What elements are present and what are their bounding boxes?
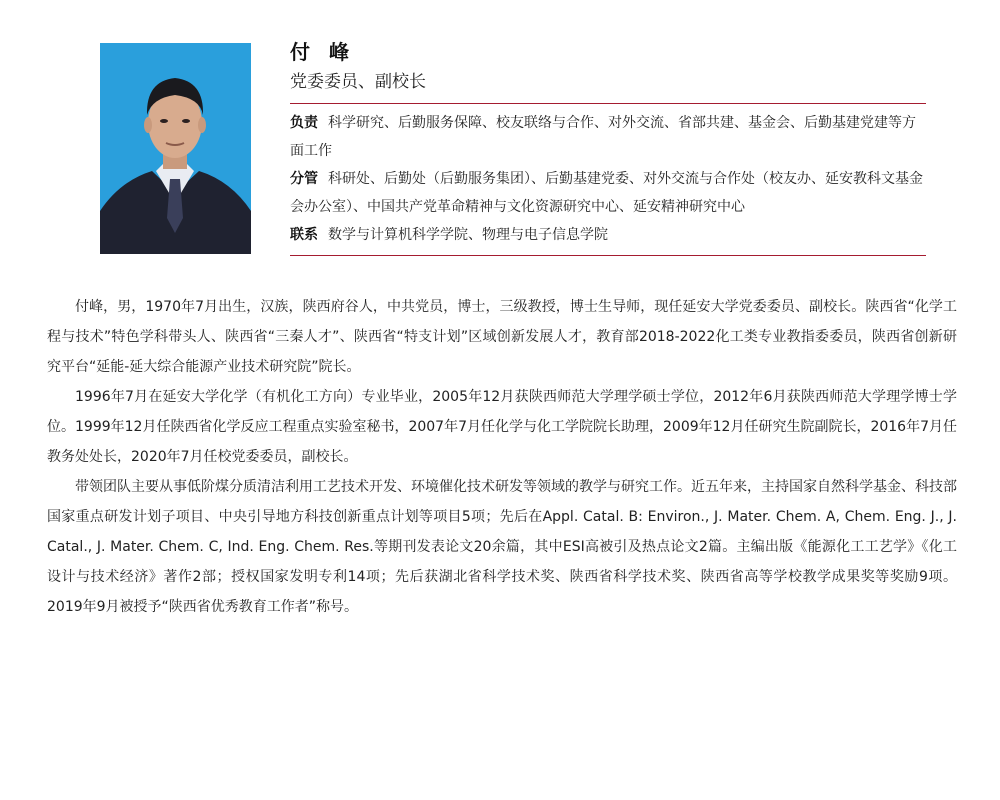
portrait-photo: [100, 43, 251, 254]
duty-label: 联系: [290, 227, 318, 243]
duty-text: 数学与计算机科学学院、物理与电子信息学院: [328, 227, 608, 243]
duty-text: 科学研究、后勤服务保障、校友联络与合作、对外交流、省部共建、基金会、后勤基建党建等方面工作: [290, 115, 916, 159]
profile-header: [290, 38, 926, 256]
duty-liaison: [290, 221, 926, 249]
bio-paragraph: 付峰，男，1970年7月出生，汉族，陕西府谷人，中共党员，博士，三级教授，博士生导师，现任延安大学党委委员、副校长。陕西省“化学工程与技术”特色学科带头人、陕西省“三秦人才”、陕西省“特支计划”区域创新发展人才，教育部2018-2022化工类专业教指委委员，陕西省创新研究平台“延能-延大综合能源产业技术研究院”院长。: [47, 299, 957, 375]
person-title: 党委委员、副校长: [290, 72, 426, 92]
duty-label: 分管: [290, 171, 318, 187]
duty-text: 科研处、后勤处（后勤服务集团）、后勤基建党委、对外交流与合作处（校友办、延安教科文基金会办公室）、中国共产党革命精神与文化资源研究中心、延安精神研究中心: [290, 171, 923, 215]
divider-bottom: [290, 255, 926, 256]
duty-responsible: [290, 109, 926, 165]
duties-list: [290, 104, 926, 255]
duty-label: 负责: [290, 115, 318, 131]
bio-paragraph: 1996年7月在延安大学化学（有机化工方向）专业毕业，2005年12月获陕西师范大学理学硕士学位，2012年6月获陕西师范大学理学博士学位。1999年12月任陕西省化学反应工程重点实验室秘书，2007年7月任化学与化工学院院长助理，2009年12月任研究生院副院长，2016年7月任教务处处长，2020年7月任校党委委员，副校长。: [47, 389, 957, 465]
person-name: 付 峰: [290, 40, 355, 64]
biography: [47, 292, 957, 622]
portrait-illustration: [100, 43, 251, 254]
bio-paragraph: 带领团队主要从事低阶煤分质清洁利用工艺技术开发、环境催化技术研发等领域的教学与研究工作。近五年来，主持国家自然科学基金、科技部国家重点研发计划子项目、中央引导地方科技创新重点计划等项目5项；先后在Appl. Catal. B: Environ., J. Mater. Chem. A, Chem. Eng. J., J. Catal., J. Mater. Chem. C, Ind. Eng. Chem. Res.等期刊发表论文20余篇，其中ESI高被引及热点论文2篇。主编出版《能源化工工艺学》《化工设计与技术经济》著作2部；授权国家发明专利14项；先后获湖北省科学技术奖、陕西省科学技术奖、陕西省高等学校教学成果奖等奖励9项。2019年9月被授予“陕西省优秀教育工作者”称号。: [47, 479, 957, 615]
duty-in-charge: [290, 165, 926, 221]
